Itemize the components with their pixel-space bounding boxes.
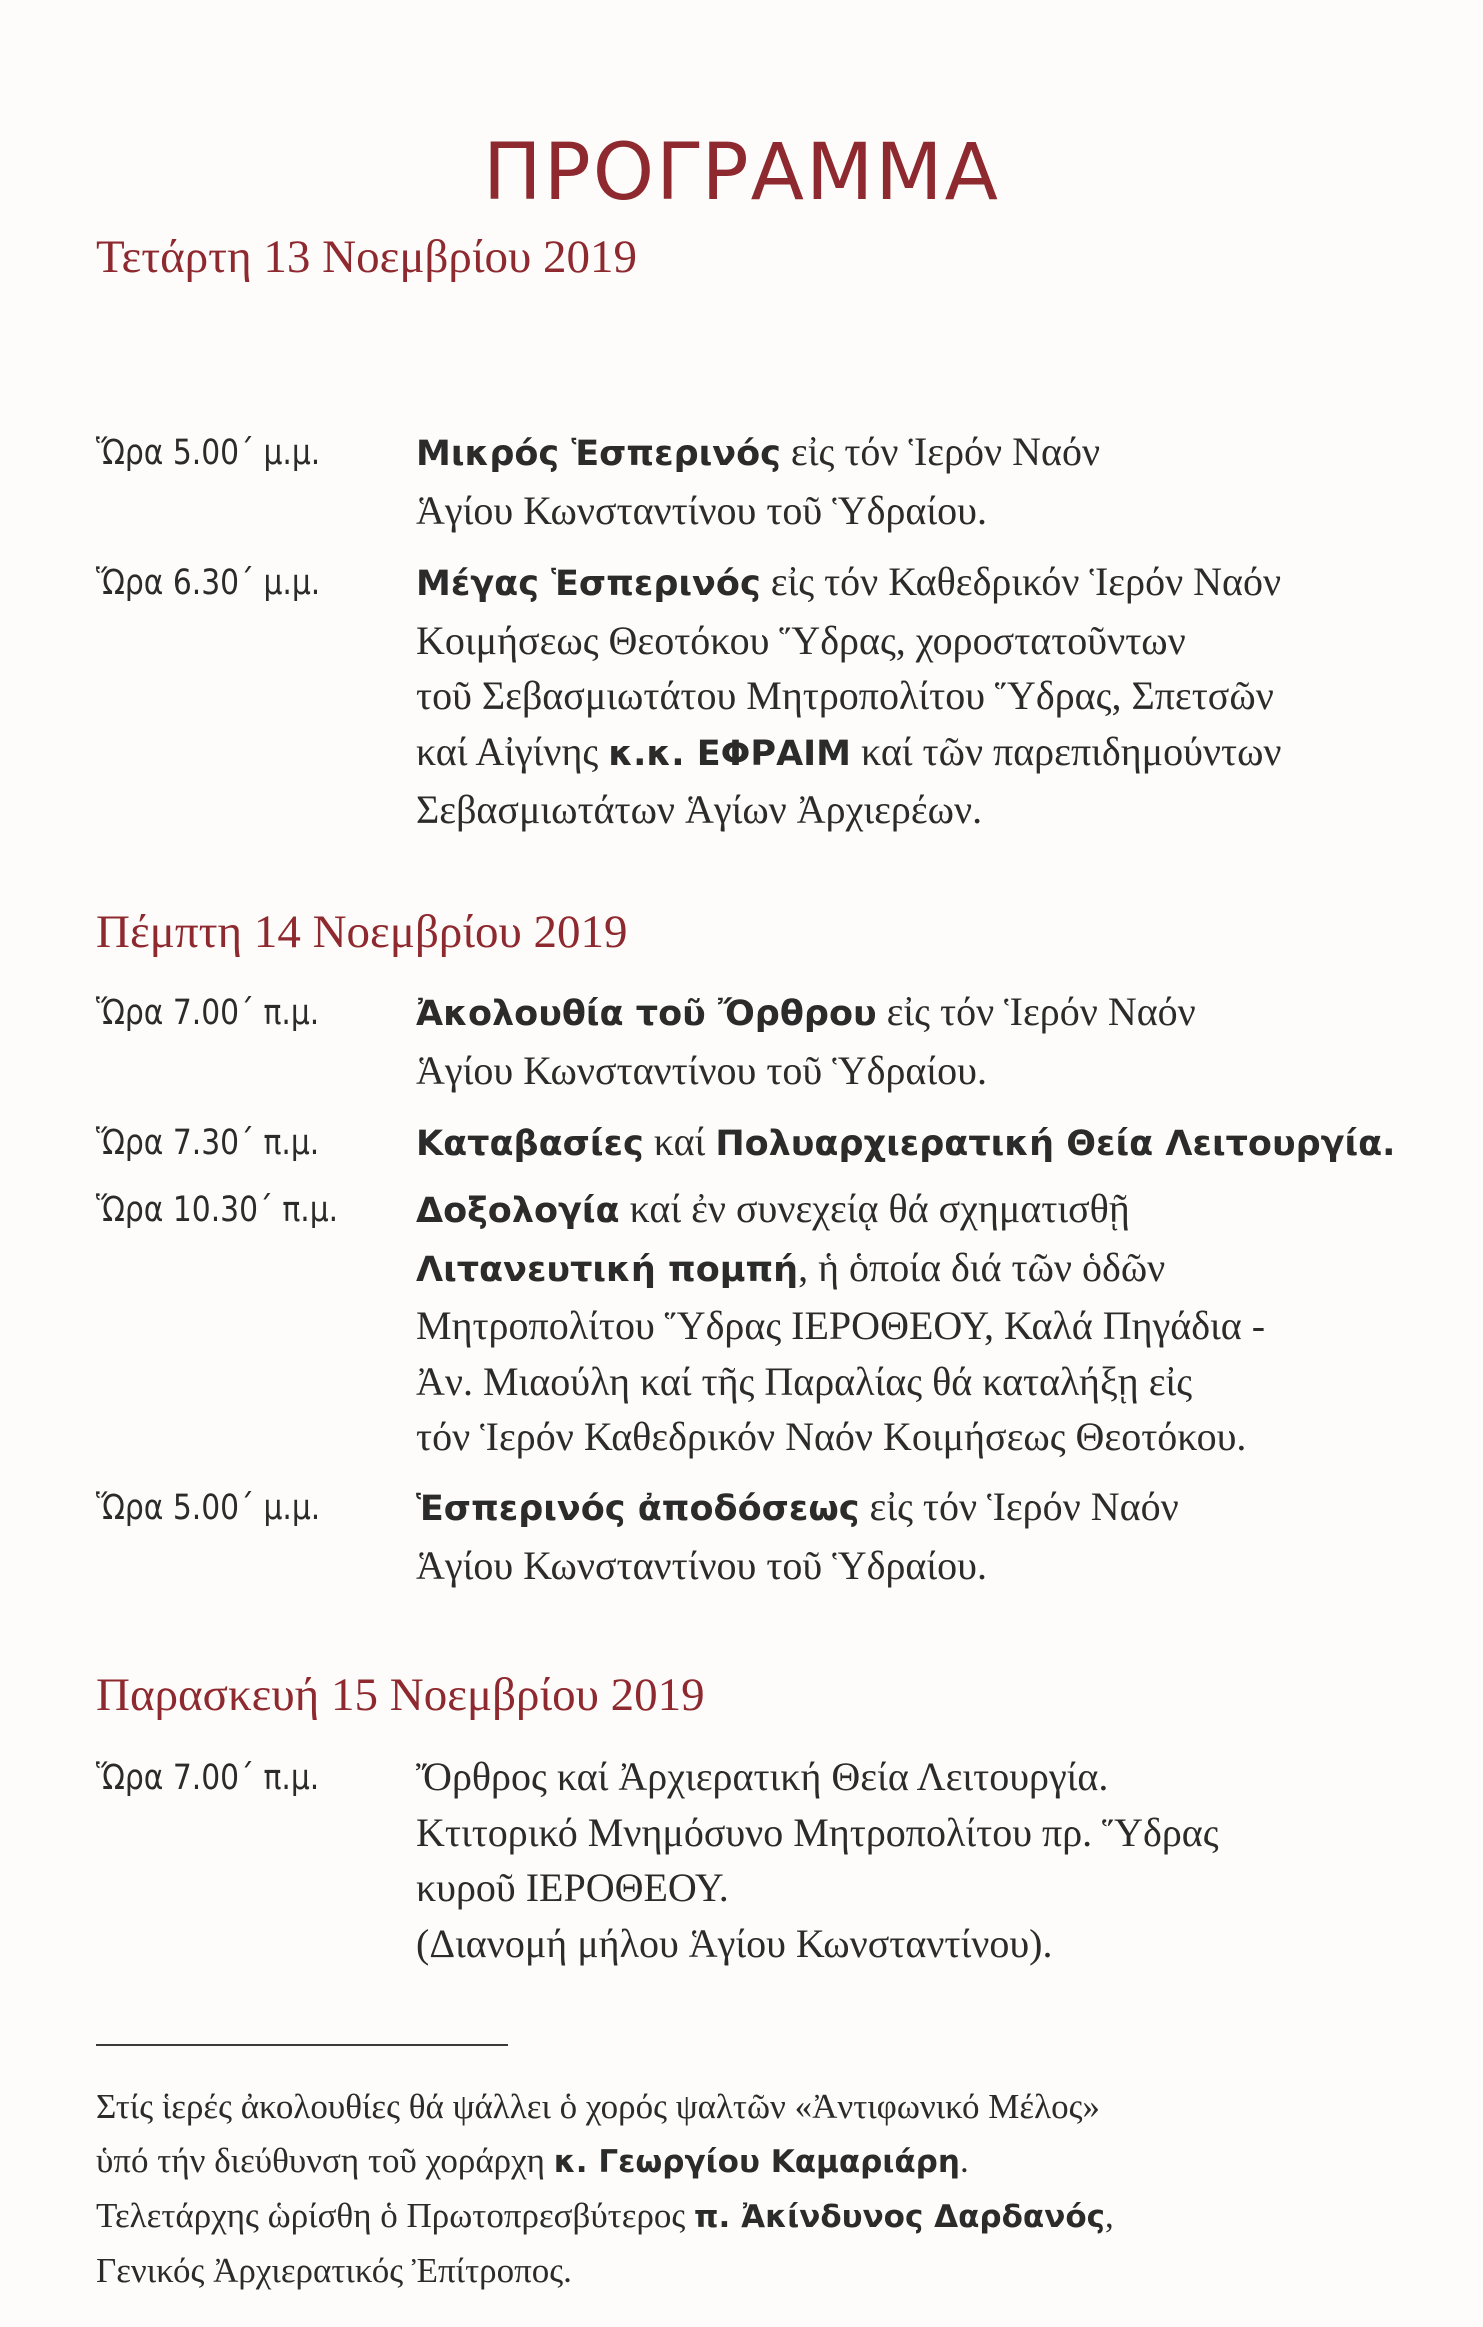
event-line <box>416 724 1426 783</box>
event-text: καί τῶν παρεπιδημούντων <box>851 728 1282 774</box>
event-text: καί Αἰγίνης <box>416 728 609 774</box>
event-text: εἰς τόν Καθεδρικόν Ἱερόν Ναόν <box>760 559 1282 604</box>
event-title-bold: Λιτανευτική πομπή <box>416 1249 799 1290</box>
event-time: Ὥρα 5.00΄ μ.μ. <box>96 433 321 473</box>
footnote-text: ὑπό τήν διεύθυνση τοῦ χοράρχη <box>96 2141 554 2180</box>
page-title: ΠΡΟΓΡΑΜΜΑ <box>483 128 1000 218</box>
footnote-divider <box>96 2044 508 2046</box>
event-text: καί <box>643 1119 716 1164</box>
event-line <box>416 424 1426 483</box>
event-text: εἰς τόν Ἱερόν Ναόν <box>780 429 1101 474</box>
event-line: Μητροπολίτου Ὕδρας ΙΕΡΟΘΕΟΥ, Καλά Πηγάδια - <box>416 1303 1266 1348</box>
event-description <box>416 1114 1426 1173</box>
footnote-text: Τελετάρχης ὡρίσθη ὁ Πρωτοπρεσβύτερος <box>96 2196 695 2235</box>
event-title-bold: Μέγας Ἑσπερινός <box>416 564 761 604</box>
event-line: Ἀν. Μιαούλη καί τῆς Παραλίας θά καταλήξῃ εἰς <box>416 1358 1193 1404</box>
event-line <box>416 1240 1426 1299</box>
event-line: κυροῦ ΙΕΡΟΘΕΟΥ. <box>416 1865 729 1910</box>
event-time: Ὥρα 7.00΄ π.μ. <box>96 993 320 1033</box>
event-line: Ἁγίου Κωνσταντίνου τοῦ Ὑδραίου. <box>416 487 987 533</box>
event-title-bold: Πολυαρχιερατική Θεία Λειτουργία. <box>715 1124 1396 1164</box>
event-time: Ὥρα 7.00΄ π.μ. <box>96 1758 320 1798</box>
event-line: Ἁγίου Κωνσταντίνου τοῦ Ὑδραίου. <box>416 1542 987 1588</box>
event-text: , ἡ ὁποία διά τῶν ὁδῶν <box>798 1244 1166 1290</box>
day-heading-thursday: Πέμπτη 14 Νοεμβρίου 2019 <box>96 906 628 958</box>
event-time: Ὥρα 7.30΄ π.μ. <box>96 1123 320 1163</box>
footnote-line <box>96 2134 1426 2189</box>
event-time: Ὥρα 10.30΄ π.μ. <box>96 1190 339 1230</box>
event-description <box>416 1181 1426 1465</box>
event-title-bold: Δοξολογία <box>416 1191 620 1231</box>
event-text: καί ἐν συνεχείᾳ θά σχηματισθῇ <box>619 1186 1130 1231</box>
event-text: εἰς τόν Ἱερόν Ναόν <box>876 989 1196 1034</box>
event-line: Κτιτορικό Μνημόσυνο Μητροπολίτου πρ. Ὕδρας <box>416 1809 1219 1855</box>
event-description <box>416 1749 1426 1971</box>
event-line <box>416 554 1426 613</box>
master-of-ceremonies-name: π. Ἀκίνδυνος Δαρδανός <box>694 2199 1106 2235</box>
event-line: (Διανομή μήλου Ἁγίου Κωνσταντίνου). <box>416 1920 1053 1966</box>
footnote-line: Γενικός Ἀρχιερατικός Ἐπίτροπος. <box>96 2251 572 2290</box>
event-line: Σεβασμιωτάτων Ἁγίων Ἀρχιερέων. <box>416 787 983 832</box>
day-heading-friday: Παρασκευή 15 Νοεμβρίου 2019 <box>96 1669 705 1721</box>
event-description <box>416 984 1426 1098</box>
event-time: Ὥρα 6.30΄ μ.μ. <box>96 563 321 603</box>
event-description <box>416 554 1426 838</box>
choir-director-name: κ. Γεωργίου Καμαριάρη <box>553 2144 960 2180</box>
metropolitan-name: κ.κ. ΕΦΡΑΙΜ <box>608 733 852 774</box>
footnote-text: , <box>1105 2196 1114 2235</box>
footnote-line: Στίς ἱερές ἀκολουθίες θά ψάλλει ὁ χορός ψαλτῶν «Ἀντιφωνικό Μέλος» <box>96 2087 1100 2126</box>
footnote-text: . <box>959 2141 969 2180</box>
event-line <box>416 1479 1426 1538</box>
event-time: Ὥρα 5.00΄ μ.μ. <box>96 1488 321 1528</box>
event-text: εἰς τόν Ἱερόν Ναόν <box>859 1484 1179 1529</box>
event-title-bold: Ἑσπερινός ἀποδόσεως <box>416 1489 860 1529</box>
event-line: Κοιμήσεως Θεοτόκου Ὕδρας, χοροστατοῦντων <box>416 617 1186 663</box>
event-line <box>416 984 1426 1043</box>
footnote <box>96 2080 1426 2298</box>
event-line <box>416 1114 1426 1173</box>
event-line: Ἁγίου Κωνσταντίνου τοῦ Ὑδραίου. <box>416 1047 987 1093</box>
footnote-line <box>96 2189 1426 2244</box>
event-title-bold: Ἀκολουθία τοῦ Ὄρθρου <box>416 994 877 1034</box>
day-heading-wednesday: Τετάρτη 13 Νοεμβρίου 2019 <box>96 231 638 283</box>
event-description <box>416 424 1426 538</box>
event-title-bold: Καταβασίες <box>416 1124 644 1164</box>
event-title-bold: Μικρός Ἑσπερινός <box>416 434 781 474</box>
event-line: τόν Ἱερόν Καθεδρικόν Ναόν Κοιμήσεως Θεοτόκου. <box>416 1414 1247 1459</box>
event-line <box>416 1181 1426 1240</box>
event-description <box>416 1479 1426 1593</box>
event-line: τοῦ Σεβασμιωτάτου Μητροπολίτου Ὕδρας, Σπετσῶν <box>416 673 1274 718</box>
event-line: Ὄρθρος καί Ἀρχιερατική Θεία Λειτουργία. <box>416 1754 1109 1799</box>
